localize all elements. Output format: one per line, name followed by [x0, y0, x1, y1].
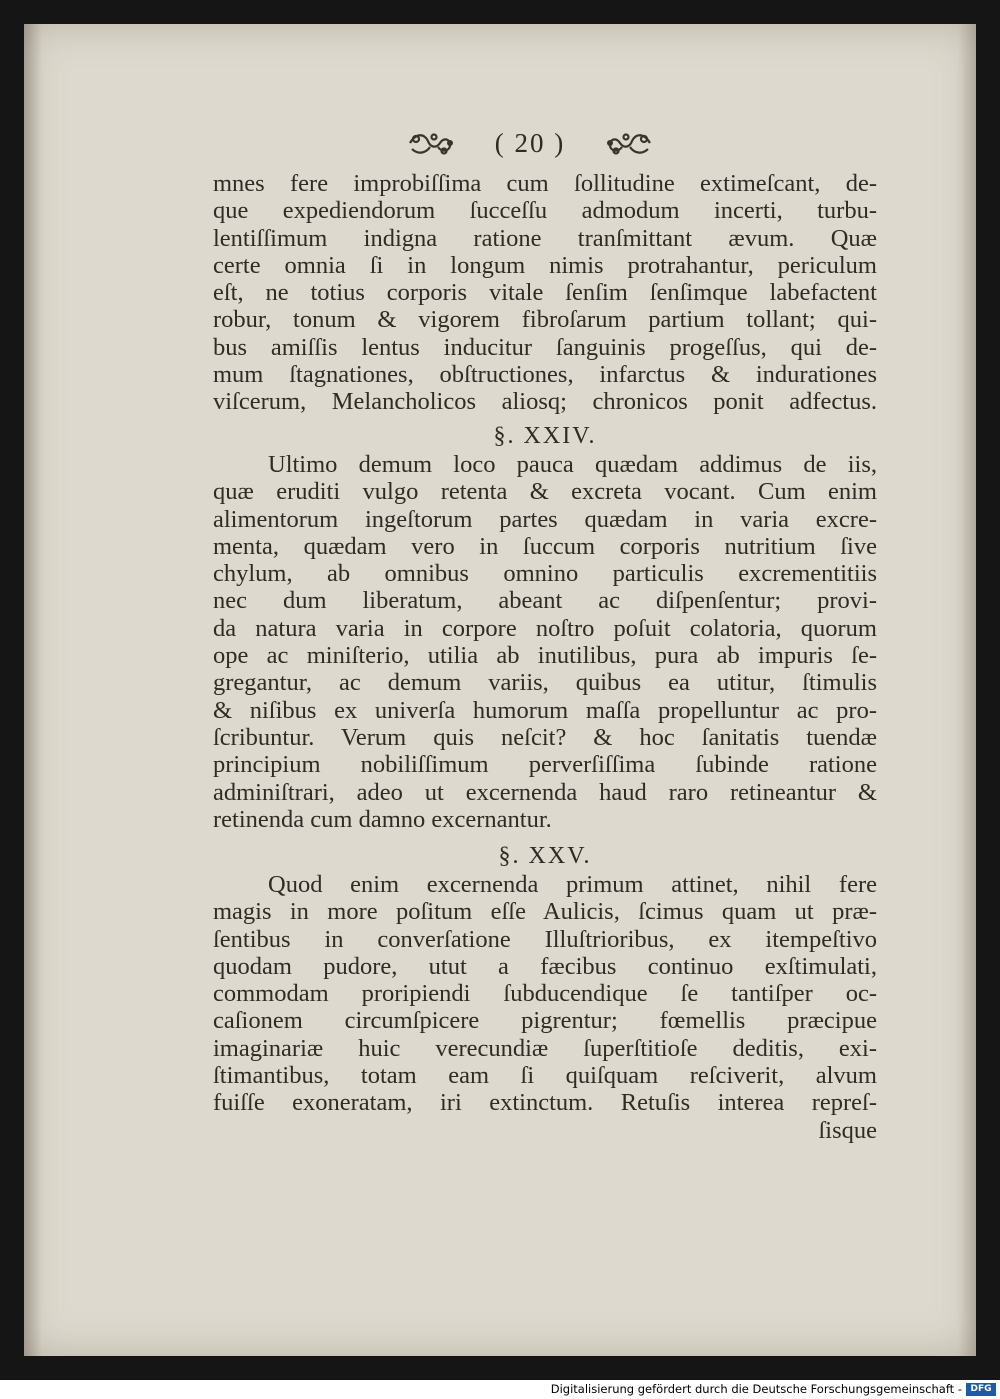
- paragraph-section-xxv: [213, 871, 877, 1144]
- text-line: fuiſſe exoneratam, iri extinctum. Retuſis interea repreſ-: [213, 1089, 877, 1117]
- text-line: caſionem circumſpicere pigrentur; fœmellis præcipue: [213, 1007, 877, 1035]
- text-line: mum ſtagnationes, obſtructiones, infarctus & indurationes: [213, 361, 877, 389]
- page-header: [380, 125, 660, 161]
- text-line: imaginariæ huic verecundiæ ſuperſtitioſe deditis, exi-: [213, 1034, 877, 1062]
- section-heading-xxiv: §. XXIV.: [493, 423, 597, 449]
- text-line: viſcerum, Melancholicos aliosq; chronicos ponit adfectus.: [213, 388, 877, 416]
- section-heading-xxv: §. XXV.: [498, 843, 592, 869]
- text-line: menta, quædam vero in ſuccum corporis nutritium ſive: [213, 532, 877, 560]
- text-line: mnes fere improbiſſima cum ſollitudine extimeſcant, de-: [213, 170, 877, 197]
- text-line: lentiſſimum indigna ratione tranſmittant ævum. Quæ: [213, 224, 877, 252]
- text-line: magis in more poſitum eſſe Aulicis, ſcimus quam ut præ-: [213, 898, 877, 926]
- text-line: chylum, ab omnibus omnino particulis excrementitiis: [213, 560, 877, 588]
- text-line: principium nobiliſſimum perverſiſſima ſubinde ratione: [213, 751, 877, 779]
- dfg-logo: DFG: [966, 1383, 996, 1396]
- page-gutter-shadow: [24, 24, 42, 1356]
- page-number: ( 20 ): [494, 128, 566, 158]
- text-line: ſtimantibus, totam eam ſi quiſquam reſciverit, alvum: [213, 1062, 877, 1090]
- text-line: Ultimo demum loco pauca quædam addimus de iis,: [268, 451, 877, 478]
- text-line: retinenda cum damno excernantur.: [213, 805, 552, 833]
- left-ornament-icon: [406, 127, 454, 159]
- text-line: commodam proripiendi ſubducendique ſe tantiſper oc-: [213, 980, 877, 1008]
- catchword: ſisque: [818, 1116, 877, 1144]
- text-line: Quod enim excernenda primum attinet, nihil fere: [268, 871, 877, 898]
- text-line: & niſibus ex univerſa humorum maſſa propelluntur ac pro-: [213, 696, 877, 724]
- digitization-footer: [0, 1380, 1000, 1399]
- text-line: nec dum liberatum, abeant ac diſpenſentur; provi-: [213, 587, 877, 615]
- text-line: ſcribuntur. Verum quis neſcit? & hoc ſanitatis tuendæ: [213, 723, 877, 751]
- text-line: eſt, ne totius corporis vitale ſenſim ſenſimque labefactent: [213, 279, 877, 307]
- text-line: gregantur, ac demum variis, quibus ea utitur, ſtimulis: [213, 669, 877, 697]
- text-line: quodam pudore, utut a fæcibus continuo exſtimulati,: [213, 952, 877, 980]
- page-edge-shadow: [958, 24, 976, 1356]
- text-line: ſentibus in converſatione Illuſtrioribus, ex itempeſtivo: [213, 925, 877, 953]
- text-line: certe omnia ſi in longum nimis protrahantur, periculum: [213, 251, 877, 279]
- text-line: alimentorum ingeſtorum partes quædam in varia excre-: [213, 505, 877, 533]
- text-line: robur, tonum & vigorem fibroſarum partium tollant; qui-: [213, 306, 877, 334]
- text-line: ope ac miniſterio, utilia ab inutilibus, pura ab impuris ſe-: [213, 642, 877, 670]
- text-line: quæ eruditi vulgo retenta & excreta vocant. Cum enim: [213, 478, 877, 506]
- funding-credit: Digitalisierung gefördert durch die Deutsche Forschungsgemeinschaft -: [550, 1382, 962, 1396]
- text-line: da natura varia in corpore noſtro poſuit colatoria, quorum: [213, 614, 877, 642]
- text-line: que expediendorum ſucceſſu admodum incerti, turbu-: [213, 197, 877, 225]
- right-ornament-icon: [606, 127, 654, 159]
- paragraph-section-xxiv: [213, 451, 877, 833]
- paragraph-continuation: [213, 170, 877, 416]
- text-line: adminiſtrari, adeo ut excernenda haud raro retineantur &: [213, 778, 877, 806]
- text-line: bus amiſſis lentus inducitur ſanguinis progeſſus, qui de-: [213, 333, 877, 361]
